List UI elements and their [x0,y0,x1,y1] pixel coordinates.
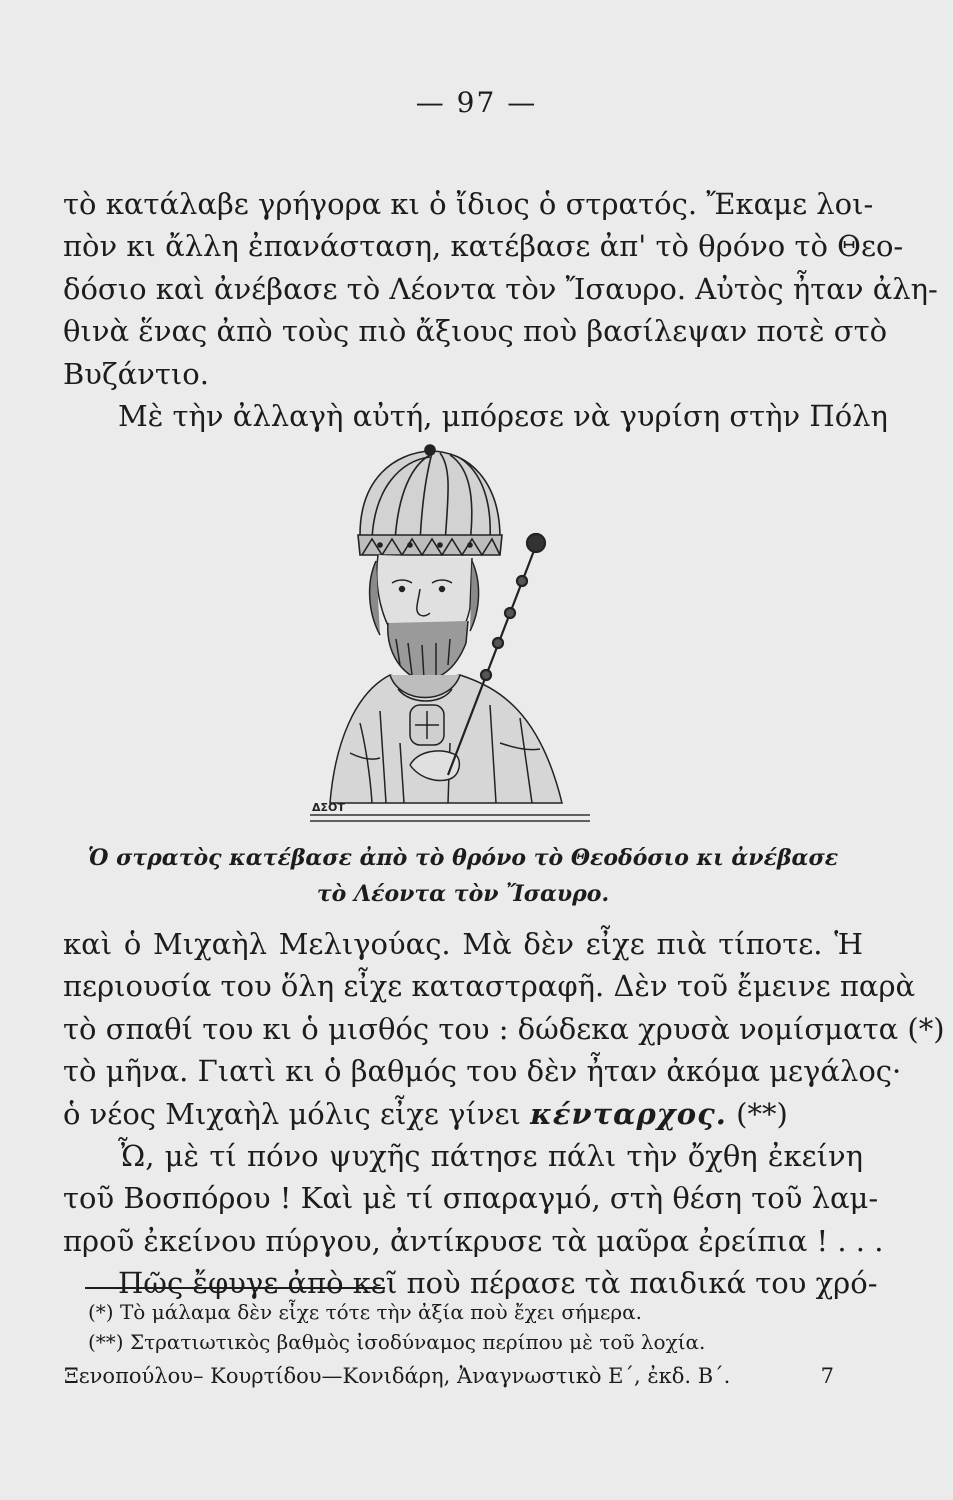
ground-hatching [310,815,590,821]
text-line: περιουσία του ὅλη εἶχε καταστραφῆ. Δὲν τοῦ ἔμεινε παρὰ [63,969,916,1004]
caption-line: Ὁ στρατὸς κατέβασε ἀπὸ τὸ θρόνο τὸ Θεοδόσιο κι ἀνέβασε [87,845,839,871]
text-line: τὸ σπαθί του κι ὁ μισθός του : δώδεκα χρυσὰ νομίσματα (*) [63,1011,945,1046]
text-line: καὶ ὁ Μιχαὴλ Μελιγούας. Μὰ δὲν εἶχε πιὰ τίποτε. Ἡ [63,927,863,961]
face [370,555,479,680]
text-line [63,1093,863,1135]
caption-line: τὸ Λέοντα τὸν Ἴσαυρο. [316,881,610,907]
paragraph-top [63,183,938,437]
footnote: (**) Στρατιωτικὸς βαθμὸς ἰσοδύναμος περίπου μὲ τοῦ λοχία. [88,1330,706,1354]
text-line: δόσιο καὶ ἀνέβασε τὸ Λέοντα τὸν Ἴσαυρο. Αὐτὸς ἦταν ἀλη- [63,271,938,306]
page-number: — 97 — [415,86,538,119]
artist-signature: ΔΣΟΤ [312,801,345,814]
page-footer [64,1364,834,1388]
printer-signature: 7 [820,1364,834,1388]
text-line: πὸν κι ἄλλη ἐπανάσταση, κατέβασε ἀπ' τὸ θρόνο τὸ Θεο- [63,229,904,264]
book-reference: Ξενοπούλου– Κουρτίδου—Κονιδάρη, Ἀναγνωστικὸ Ε΄, ἐκδ. Β΄. [64,1364,731,1388]
text-line: Βυζάντιο. [63,356,209,391]
footnote: (*) Τὸ μάλαμα δὲν εἶχε τότε τὴν ἀξία ποὺ ἔχει σήμερα. [88,1300,642,1324]
italic-term: κένταρχος. [530,1096,727,1131]
text-line: προῦ ἐκείνου πύργου, ἀντίκρυσε τὰ μαῦρα ἐρείπια ! . . . [63,1223,884,1258]
crown-icon [358,445,502,555]
figure-caption [63,840,863,912]
emperor-illustration [300,443,600,833]
text-line: τὸ κατάλαβε γρήγορα κι ὁ ἴδιος ὁ στρατός. Ἔκαμε λοι- [63,187,874,221]
text-line: τὸ μῆνα. Γιατὶ κι ὁ βαθμός του δὲν ἦταν ἀκόμα μεγάλος· [63,1054,902,1089]
text-line: τοῦ Βοσπόρου ! Καὶ μὲ τί σπαραγμό, στὴ θέση τοῦ λαμ- [63,1181,879,1216]
footnote-ref: (**) [736,1096,788,1131]
text-line: Ὦ, μὲ τί πόνο ψυχῆς πάτησε πάλι τὴν ὄχθη ἐκείνη [118,1139,863,1174]
footnote-divider [85,1287,385,1289]
paragraph-bottom [63,923,945,1305]
text-line: θινὰ ἕνας ἀπὸ τοὺς πιὸ ἄξιους ποὺ βασίλεψαν ποτὲ στὸ [63,314,888,349]
robe [330,675,562,803]
text-line: Πῶς ἔφυγε ἀπὸ κεῖ ποὺ πέρασε τὰ παιδικά του χρό- [118,1266,878,1301]
text-line: Μὲ τὴν ἀλλαγὴ αὐτή, μπόρεσε νὰ γυρίση στὴν Πόλη [118,399,888,434]
text-segment: ὁ νέος Μιχαὴλ μόλις εἶχε γίνει [63,1096,521,1131]
